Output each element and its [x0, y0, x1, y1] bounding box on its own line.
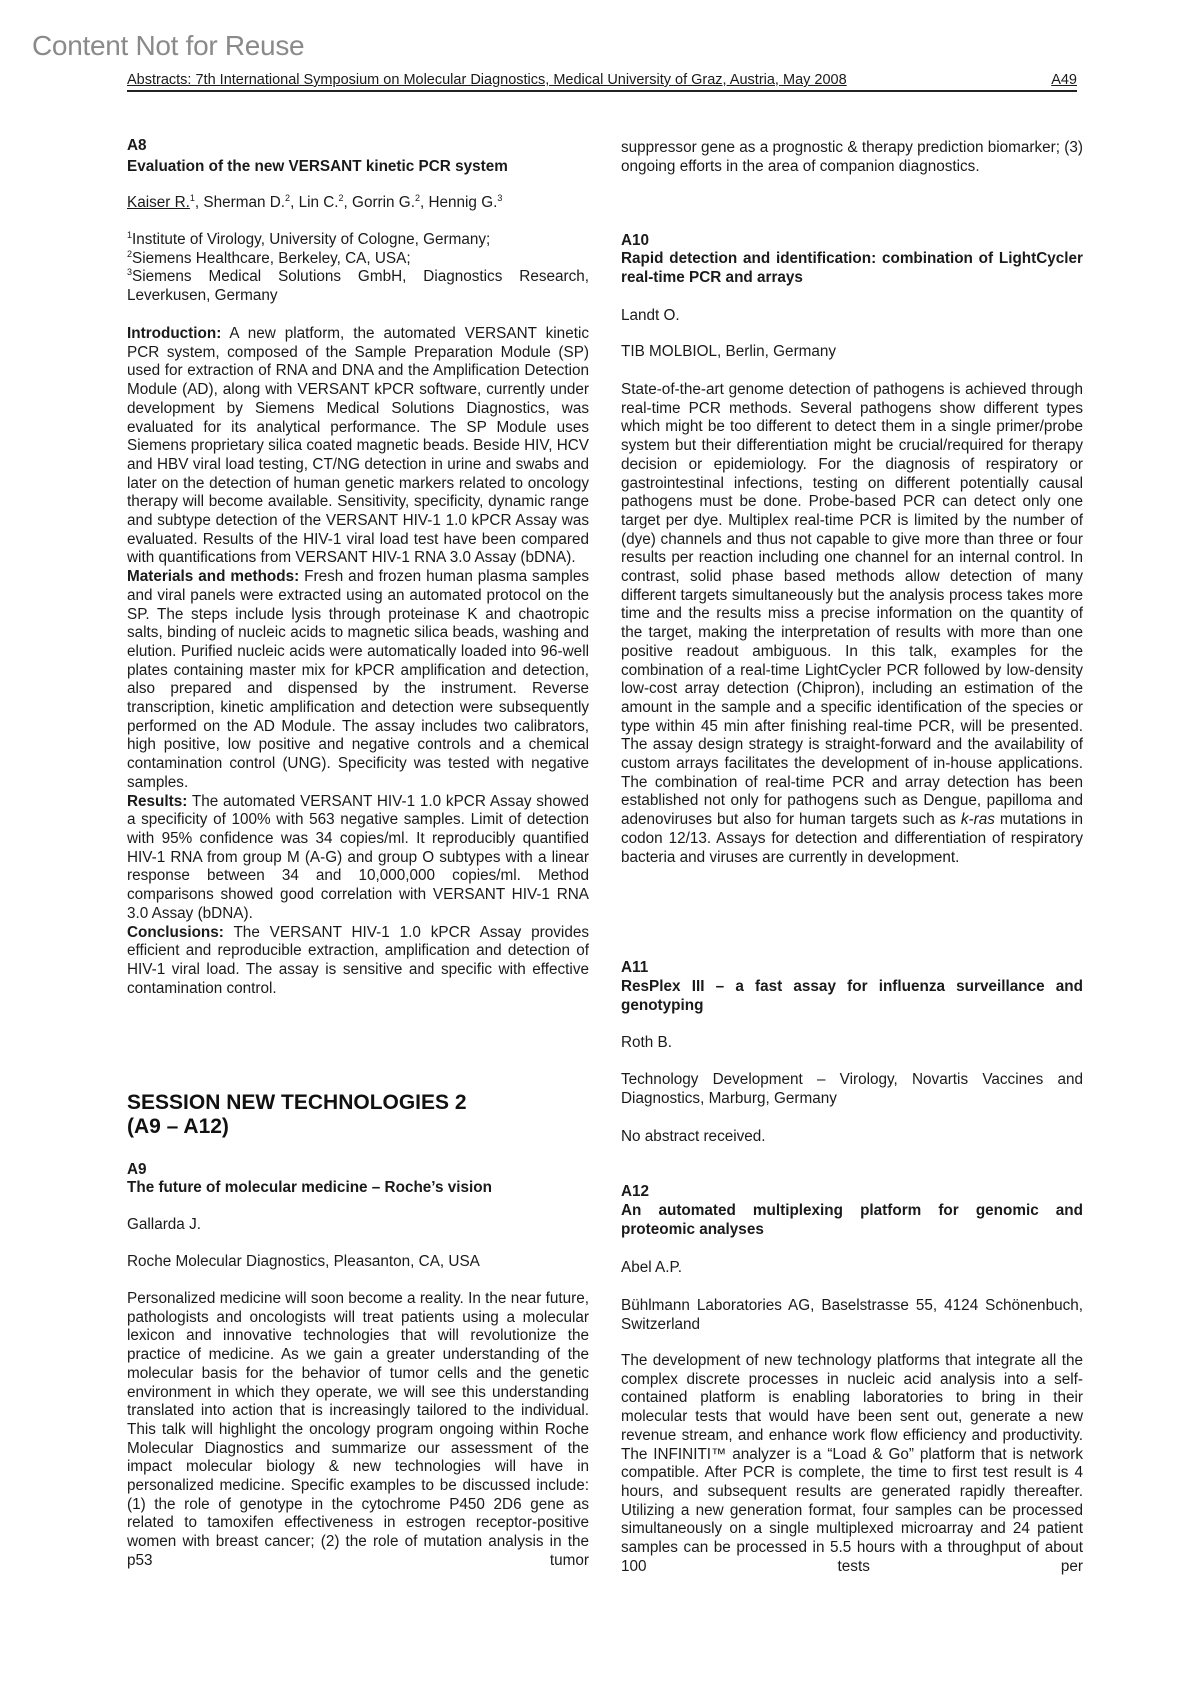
a9-affiliation: Roche Molecular Diagnostics, Pleasanton, CA, USA	[127, 1253, 480, 1270]
a9-title: The future of molecular medicine – Roche’s vision	[127, 1179, 492, 1196]
a8-body	[127, 325, 589, 998]
gene-name: k-ras	[960, 811, 995, 829]
author-sup: 2	[338, 193, 344, 203]
section-text: A new platform, the automated VERSANT kinetic PCR system, composed of the Sample Preparation Module (SP) used for extraction of RNA and DNA and the Amplification Detection Module (AD), along with VERSANT kPCR software, currently under development by Siemens Medical Solutions Diagnostics, was evaluated for its analytical performance. The SP Module uses Siemens proprietary silica coated magnetic beads. Beside HIV, HCV and HBV viral load testing, CT/NG detection in urine and swabs and later on the detection of human genetic markers related to oncology therapy will become available. Sensitivity, specificity, dynamic range and subtype detection of the VERSANT HIV-1 1.0 kPCR Assay was evaluated. Results of the HIV-1 viral load test have been compared with quantifications from VERSANT HIV-1 RNA 3.0 Assay (bDNA).	[127, 325, 589, 567]
author-sup: 2	[414, 193, 420, 203]
journal-title: Abstracts: 7th International Symposium on Molecular Diagnostics, Medical University of Graz, Austria, May 2008	[127, 72, 847, 88]
a11-id: A11	[621, 959, 649, 976]
affiliation-sup: 1	[127, 230, 133, 240]
a9-author: Gallarda J.	[127, 1216, 201, 1233]
a12-body: The development of new technology platforms that integrate all the complex discrete processes in nucleic acid analysis into a self-contained platform is enabling laboratories to bring in their molecular tests that would have been sent out, generate a new revenue stream, and enhance work flow efficiency and productivity. The INFINITI™ analyzer is a “Load & Go” platform that is network compatible. After PCR is complete, the time to first test result is 4 hours, and subsequent results are generated rapidly thereafter. Utilizing a new generation format, four samples can be processed simultaneously on a single multiplexed microarray and 24 patient samples can be processed in 5.5 hours with a throughput of about 100 tests per	[621, 1352, 1083, 1575]
author-sup: 3	[497, 193, 503, 203]
a9-body-continued: suppressor gene as a prognostic & therapy prediction biomarker; (3) ongoing efforts in the area of companion diagnostics.	[621, 139, 1083, 175]
author: Kaiser R.	[127, 194, 190, 211]
affiliation-text: Siemens Medical Solutions GmbH, Diagnostics Research, Leverkusen, Germany	[127, 268, 589, 305]
page-number: A49	[1051, 72, 1077, 88]
a10-author: Landt O.	[621, 307, 680, 324]
affiliation-sup: 3	[127, 267, 133, 278]
a10-affiliation: TIB MOLBIOL, Berlin, Germany	[621, 343, 837, 360]
a8-title: Evaluation of the new VERSANT kinetic PCR system	[127, 158, 508, 175]
section-label: Conclusions:	[127, 923, 224, 941]
sep: ,	[194, 194, 204, 211]
section-text: Fresh and frozen human plasma samples and viral panels were extracted using an automated protocol on the SP. The steps include lysis through proteinase K and chaotropic salts, binding of nucleic acids to magnetic silica beads, washing and elution. Purified nucleic acids were automatically loaded into 96-well plates containing master mix for kPCR amplification and detection, also prepared and dispensed by the instrument. Reverse transcription, kinetic amplification and detection were subsequently performed on the AD Module. The assay includes two calibrators, high positive, low positive and negative controls and a chemical contamination control (UNG). Specificity was tested with negative samples.	[127, 568, 589, 791]
affiliation	[127, 250, 589, 269]
a12-author: Abel A.P.	[621, 1259, 682, 1276]
body-text: mutations in codon 12/13. Assays for detection and differentiation of respiratory bacteria and viruses are currently in development.	[621, 811, 1084, 866]
watermark: Content Not for Reuse	[32, 30, 305, 61]
affiliation-text: Siemens Healthcare, Berkeley, CA, USA;	[132, 249, 411, 267]
a11-author: Roth B.	[621, 1034, 673, 1051]
sep: ,	[419, 194, 429, 211]
author-sup: 2	[285, 193, 291, 203]
body-text: State-of-the-art genome detection of pathogens is achieved through real-time PCR methods. Several pathogens show different types which might be too different to detect them in a single primer/probe system but their differentiation might be crucial/required for therapy decision or epidemiology. For the diagnosis of respiratory or gastrointestinal infections, testing on different potentially causal pathogens must be done. Probe-based PCR can detect only one target per dye. Multiplex real-time PCR is limited by the number of (dye) channels and thus not capable to give more than three or four results per reaction including one channel for an internal control. In contrast, solid phase based methods allow detection of many different targets simultaneously but the analysis process takes more time and the results miss a precise information on the quantity of the target, making the interpretation of results with more than one positive readout ambiguous. In this talk, examples for the combination of a real-time LightCycler PCR followed by low-density low-cost array detection (Chipron), including an estimation of the amount in the sample and a specific identification of the species or type within 45 min after finishing real-time PCR, will be presented. The assay design strategy is straight-forward and the availability of custom arrays facilitates the development of in-house applications. The combination of real-time PCR and array detection has been established not only for pathogens such as Dengue, papilloma and adenoviruses but also for human targets such as	[621, 381, 1083, 829]
section-results	[127, 793, 589, 924]
section-conclusions	[127, 924, 589, 999]
a11-affiliation: Technology Development – Virology, Novartis Vaccines and Diagnostics, Marburg, Germany	[621, 1071, 1083, 1107]
a9-body: Personalized medicine will soon become a reality. In the near future, pathologists and oncologists will treat patients using a molecular lexicon and innovative technologies that will revolutionize the practice of medicine. As we gain a greater understanding of the molecular basis for the behavior of tumor cells and the genetic environment in which they operate, we will see this understanding translated into action that is increasingly tailored to the individual. This talk will highlight the oncology program ongoing within Roche Molecular Diagnostics and summarize our assessment of the impact molecular biology & new technologies will have in personalized medicine. Specific examples to be discussed include: (1) the role of genotype in the cytochrome P450 2D6 gene as related to tamoxifen effectiveness in estrogen receptor-positive women with breast cancer; (2) the role of mutation analysis in the p53 tumor	[127, 1290, 589, 1569]
section-label: Materials and methods:	[127, 568, 300, 586]
a8-affiliations	[127, 231, 589, 306]
a12-affiliation: Bühlmann Laboratories AG, Baselstrasse 55, 4124 Schönenbuch, Switzerland	[621, 1297, 1083, 1333]
section-text: The automated VERSANT HIV-1 1.0 kPCR Assay showed a specificity of 100% with 563 negative samples. Limit of detection with 95% confidence was 34 copies/ml. It reproducibly quantified HIV-1 RNA from group M (A-G) and group O subtypes with a linear response between 34 and 10,000,000 copies/ml. Method comparisons showed good correlation with VERSANT HIV-1 RNA 3.0 Assay (bDNA).	[127, 792, 589, 922]
a10-title: Rapid detection and identification: combination of LightCycler real-time PCR and arrays	[621, 250, 1083, 286]
running-header	[127, 72, 1077, 92]
a8-id: A8	[127, 137, 147, 154]
affiliation	[127, 231, 589, 250]
session-title: SESSION NEW TECHNOLOGIES 2	[127, 1091, 467, 1114]
a11-body: No abstract received.	[621, 1128, 766, 1145]
a12-title: An automated multiplexing platform for genomic and proteomic analyses	[621, 1202, 1083, 1238]
session-range: (A9 – A12)	[127, 1115, 229, 1138]
section-introduction	[127, 325, 589, 568]
a9-id: A9	[127, 1161, 147, 1178]
affiliation-text: Institute of Virology, University of Cologne, Germany;	[132, 231, 491, 248]
author: Gorrin G.	[352, 194, 415, 211]
section-label: Results:	[127, 792, 188, 810]
affiliation	[127, 268, 589, 305]
a12-id: A12	[621, 1183, 650, 1200]
a11-title: ResPlex III – a fast assay for influenza surveillance and genotyping	[621, 978, 1083, 1014]
author-sup: 1	[189, 193, 195, 203]
author: Sherman D.	[203, 194, 286, 211]
session-heading	[127, 1091, 589, 1139]
section-label: Introduction:	[127, 325, 222, 342]
a8-authors	[127, 194, 589, 213]
a10-id: A10	[621, 232, 650, 249]
a10-body	[621, 381, 1083, 867]
section-methods	[127, 568, 589, 792]
sep: ,	[343, 194, 353, 211]
author: Lin C.	[298, 194, 339, 211]
author: Hennig G.	[428, 194, 498, 211]
section-text: The VERSANT HIV-1 1.0 kPCR Assay provides efficient and reproducible extraction, amplification and detection of HIV-1 viral load. The assay is sensitive and specific with effective contamination control.	[127, 923, 589, 997]
sep: ,	[290, 194, 299, 211]
affiliation-sup: 2	[127, 248, 133, 259]
